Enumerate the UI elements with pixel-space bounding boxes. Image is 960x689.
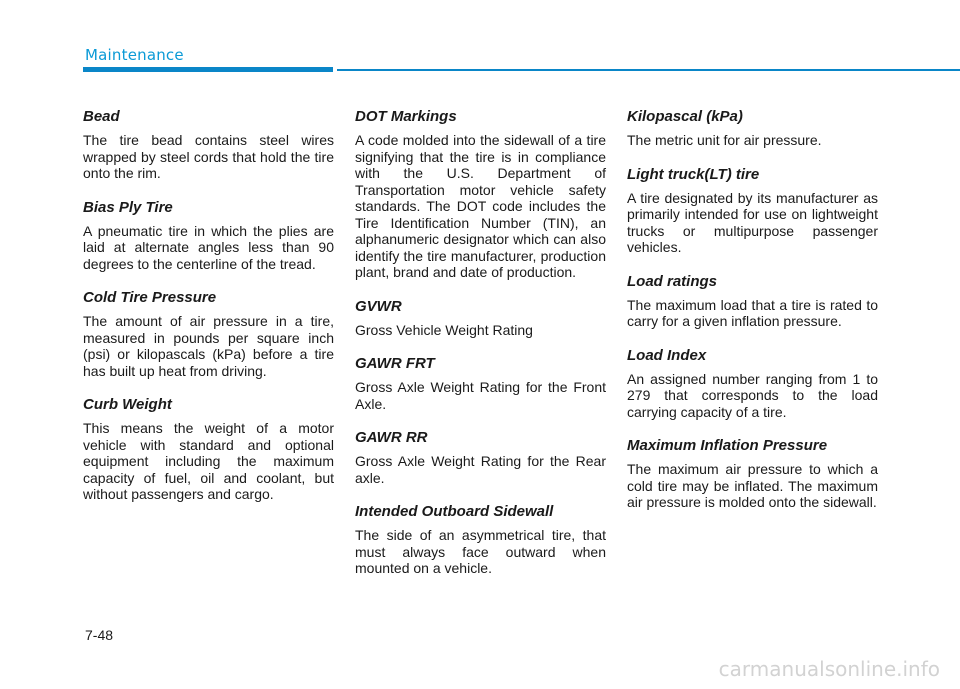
glossary-term: GAWR RR xyxy=(355,429,428,446)
column-1 xyxy=(83,108,334,520)
glossary-term: Bias Ply Tire xyxy=(83,198,173,216)
glossary-definition: An assigned number ranging from 1 to 279 that corresponds to the load carrying capacity of a tire. xyxy=(627,370,878,420)
glossary-term: Maximum Inflation Pressure xyxy=(627,437,828,454)
header-rule-thin xyxy=(337,69,960,71)
glossary-definition: The side of an asymmetrical tire, that must always face outward when mounted on a vehicle. xyxy=(355,527,606,576)
glossary-definition: The metric unit for air pressure. xyxy=(627,132,822,148)
section-title: Maintenance xyxy=(85,46,184,64)
glossary-term: Cold Tire Pressure xyxy=(83,289,217,306)
glossary-entry xyxy=(627,273,878,330)
glossary-definition: Gross Axle Weight Rating for the Rear axle. xyxy=(355,453,606,486)
glossary-term: Bead xyxy=(83,108,120,125)
page-number: 7-48 xyxy=(85,627,114,643)
glossary-term: Curb Weight xyxy=(83,396,172,413)
glossary-term: GVWR xyxy=(355,297,402,315)
glossary-definition: A pneumatic tire in which the plies are laid at alternate angles less than 90 degrees to the centerline of the tread. xyxy=(83,222,334,272)
glossary-term: GAWR FRT xyxy=(355,355,435,372)
glossary-term: Kilopascal (kPa) xyxy=(627,108,743,125)
glossary-term: Load ratings xyxy=(627,272,718,290)
glossary-definition: The amount of air pressure in a tire, measured in pounds per square inch (psi) or kilopascals (kPa) before a tire has built up heat from driving. xyxy=(83,313,334,379)
glossary-entry xyxy=(83,108,334,182)
glossary-entry xyxy=(627,166,878,256)
glossary-definition: The maximum load that a tire is rated to carry for a given inflation pressure. xyxy=(627,296,878,329)
glossary-definition: The tire bead contains steel wires wrapped by steel cords that hold the tire onto the rim. xyxy=(83,132,334,181)
glossary-definition: The maximum air pressure to which a cold tire may be inflated. The maximum air pressure is molded onto the sidewall. xyxy=(627,461,878,510)
glossary-definition: Gross Vehicle Weight Rating xyxy=(355,321,533,338)
column-3 xyxy=(627,108,878,528)
glossary-entry xyxy=(627,347,878,421)
watermark: carmanualsonline.info xyxy=(718,657,940,681)
glossary-definition: This means the weight of a motor vehicle with standard and optional equipment including the maximum capacity of fuel, oil and coolant, but without passengers and cargo. xyxy=(83,420,334,502)
glossary-entry xyxy=(83,396,334,503)
glossary-definition: Gross Axle Weight Rating for the Front Axle. xyxy=(355,379,606,412)
glossary-term: Intended Outboard Sidewall xyxy=(355,503,554,520)
glossary-entry xyxy=(83,199,334,273)
glossary-entry xyxy=(355,503,606,577)
column-2 xyxy=(355,108,606,594)
glossary-entry xyxy=(627,108,878,149)
glossary-entry xyxy=(355,355,606,412)
glossary-entry xyxy=(355,429,606,486)
glossary-definition: A code molded into the sidewall of a tire signifying that the tire is in compliance with the U.S. Department of Transportation motor vehicle safety standards. The DOT code includes the Tire Identification Number (TIN), an alphanumeric designator which can also identify the tire manufacturer, production plant, brand and date of production. xyxy=(355,132,606,280)
glossary-entry xyxy=(355,108,606,281)
glossary-definition: A tire designated by its manufacturer as primarily intended for use on lightweight trucks or multipurpose passenger vehicles. xyxy=(627,189,878,255)
glossary-term: Load Index xyxy=(627,346,707,364)
header-rule-thick xyxy=(83,67,333,72)
glossary-entry xyxy=(627,437,878,511)
glossary-entry xyxy=(83,289,334,379)
glossary-term: Light truck(LT) tire xyxy=(627,165,760,183)
glossary-entry xyxy=(355,298,606,339)
glossary-term: DOT Markings xyxy=(355,108,457,125)
